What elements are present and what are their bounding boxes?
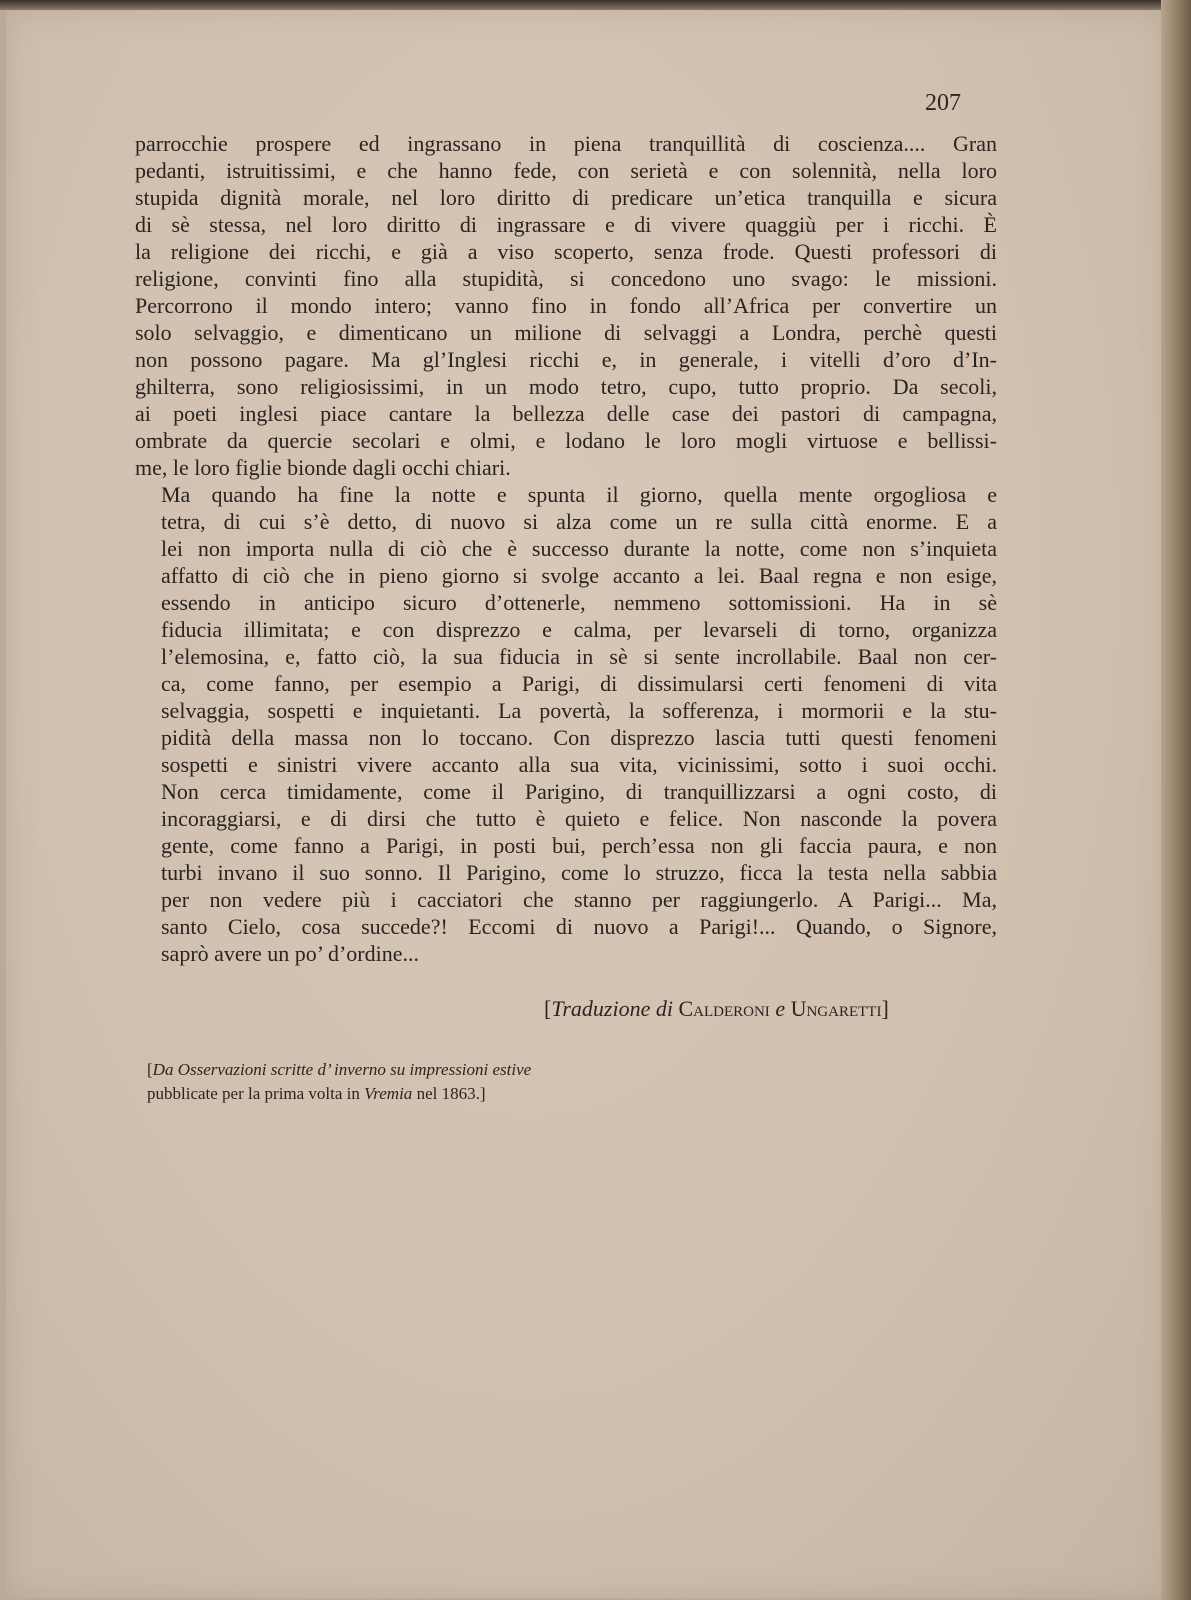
text-line: ca, come fanno, per esempio a Parigi, di dissimularsi certi fenomeni di vita <box>161 671 997 696</box>
source-note-line-1 <box>147 1058 617 1082</box>
book-spine-edge <box>1161 0 1191 1600</box>
paragraph-2 <box>135 481 997 967</box>
text-line: affatto di ciò che in pieno giorno si svolge accanto a lei. Baal regna e non esige, <box>161 563 997 588</box>
text-line: solo selvaggio, e dimenticano un milione di selvaggi a Londra, perchè questi <box>135 320 997 345</box>
text-line: me, le loro figlie bionde dagli occhi chiari. <box>135 455 511 480</box>
text-line: selvaggia, sospetti e inquietanti. La povertà, la sofferenza, i mormorii e la stu- <box>161 698 997 723</box>
translation-label: Traduzione di <box>551 996 673 1021</box>
text-line: parrocchie prospere ed ingrassano in piena tranquillità di coscienza.... Gran <box>135 131 997 156</box>
text-line: religione, convinti fino alla stupidità, si concedono uno svago: le missioni. <box>135 266 997 291</box>
text-line: tetra, di cui s’è detto, di nuovo si alza come un re sulla città enorme. E a <box>161 509 997 534</box>
translation-close-bracket: ] <box>881 996 889 1021</box>
text-line: saprò avere un po’ d’ordine... <box>161 941 419 966</box>
text-line: sospetti e sinistri vivere accanto alla sua vita, vicinissimi, sotto i suoi occhi. <box>161 752 997 777</box>
source-journal: Vremia <box>364 1084 413 1103</box>
paragraph-1 <box>135 130 997 481</box>
text-line: lei non importa nulla di ciò che è successo durante la notte, come non s’inquieta <box>161 536 997 561</box>
source-work-title: Osservazioni scritte d’ inverno su impressioni estive <box>177 1060 532 1079</box>
text-line: l’elemosina, e, fatto ciò, la sua fiducia in sè si sente incrollabile. Baal non cer- <box>161 644 997 669</box>
book-top-edge <box>0 0 1191 10</box>
page-number: 207 <box>925 90 961 116</box>
text-line: essendo in anticipo sicuro d’ottenerle, nemmeno sottomissioni. Ha in sè <box>161 590 997 615</box>
source-note-prefix: Da <box>152 1060 174 1079</box>
text-line: ai poeti inglesi piace cantare la bellezza delle case dei pastori di campagna, <box>135 401 997 426</box>
text-line: per non vedere più i cacciatori che stanno per raggiungerlo. A Parigi... Ma, <box>161 887 997 912</box>
text-line: di sè stessa, nel loro diritto di ingrassare e di vivere quaggiù per i ricchi. È <box>135 212 997 237</box>
text-line: stupida dignità morale, nel loro diritto di predicare un’etica tranquilla e sicura <box>135 185 997 210</box>
text-line: ghilterra, sono religiosissimi, in un modo tetro, cupo, tutto proprio. Da secoli, <box>135 374 997 399</box>
translator-1: Calderoni <box>678 996 770 1021</box>
source-note-open-bracket: [ <box>147 1060 153 1079</box>
translation-open-bracket: [ <box>544 996 552 1021</box>
source-note-line2-prefix: pubblicate per la prima volta in <box>147 1084 360 1103</box>
source-note-line-2 <box>147 1082 617 1106</box>
translator-2: Ungaretti <box>790 996 882 1021</box>
text-line: pidità della massa non lo toccano. Con disprezzo lascia tutti questi fenomeni <box>161 725 997 750</box>
translation-credit <box>544 996 889 1022</box>
source-note-line2-suffix: nel 1863.] <box>416 1084 486 1103</box>
text-line: incoraggiarsi, e di dirsi che tutto è quieto e felice. Non nasconde la povera <box>161 806 997 831</box>
text-line: Ma quando ha fine la notte e spunta il giorno, quella mente orgogliosa e <box>161 482 997 507</box>
text-line: Non cerca timidamente, come il Parigino, di tranquillizzarsi a ogni costo, di <box>161 779 997 804</box>
translation-conjunction: e <box>775 996 786 1021</box>
text-line: santo Cielo, cosa succede?! Eccomi di nuovo a Parigi!... Quando, o Signore, <box>161 914 997 939</box>
text-line: turbi invano il suo sonno. Il Parigino, come lo struzzo, ficca la testa nella sabbia <box>161 860 997 885</box>
text-line: ombrate da quercie secolari e olmi, e lodano le loro mogli virtuose e bellissi- <box>135 428 997 453</box>
body-text <box>135 130 997 967</box>
text-line: Percorrono il mondo intero; vanno fino in fondo all’Africa per convertire un <box>135 293 997 318</box>
text-line: pedanti, istruitissimi, e che hanno fede, con serietà e con solennità, nella loro <box>135 158 997 183</box>
text-line: la religione dei ricchi, e già a viso scoperto, senza frode. Questi professori di <box>135 239 997 264</box>
text-line: gente, come fanno a Parigi, in posti bui, perch’essa non gli faccia paura, e non <box>161 833 997 858</box>
text-line: fiducia illimitata; e con disprezzo e calma, per levarseli di torno, organizza <box>161 617 997 642</box>
text-line: non possono pagare. Ma gl’Inglesi ricchi e, in generale, i vitelli d’oro d’In- <box>135 347 997 372</box>
source-note <box>147 1058 617 1106</box>
